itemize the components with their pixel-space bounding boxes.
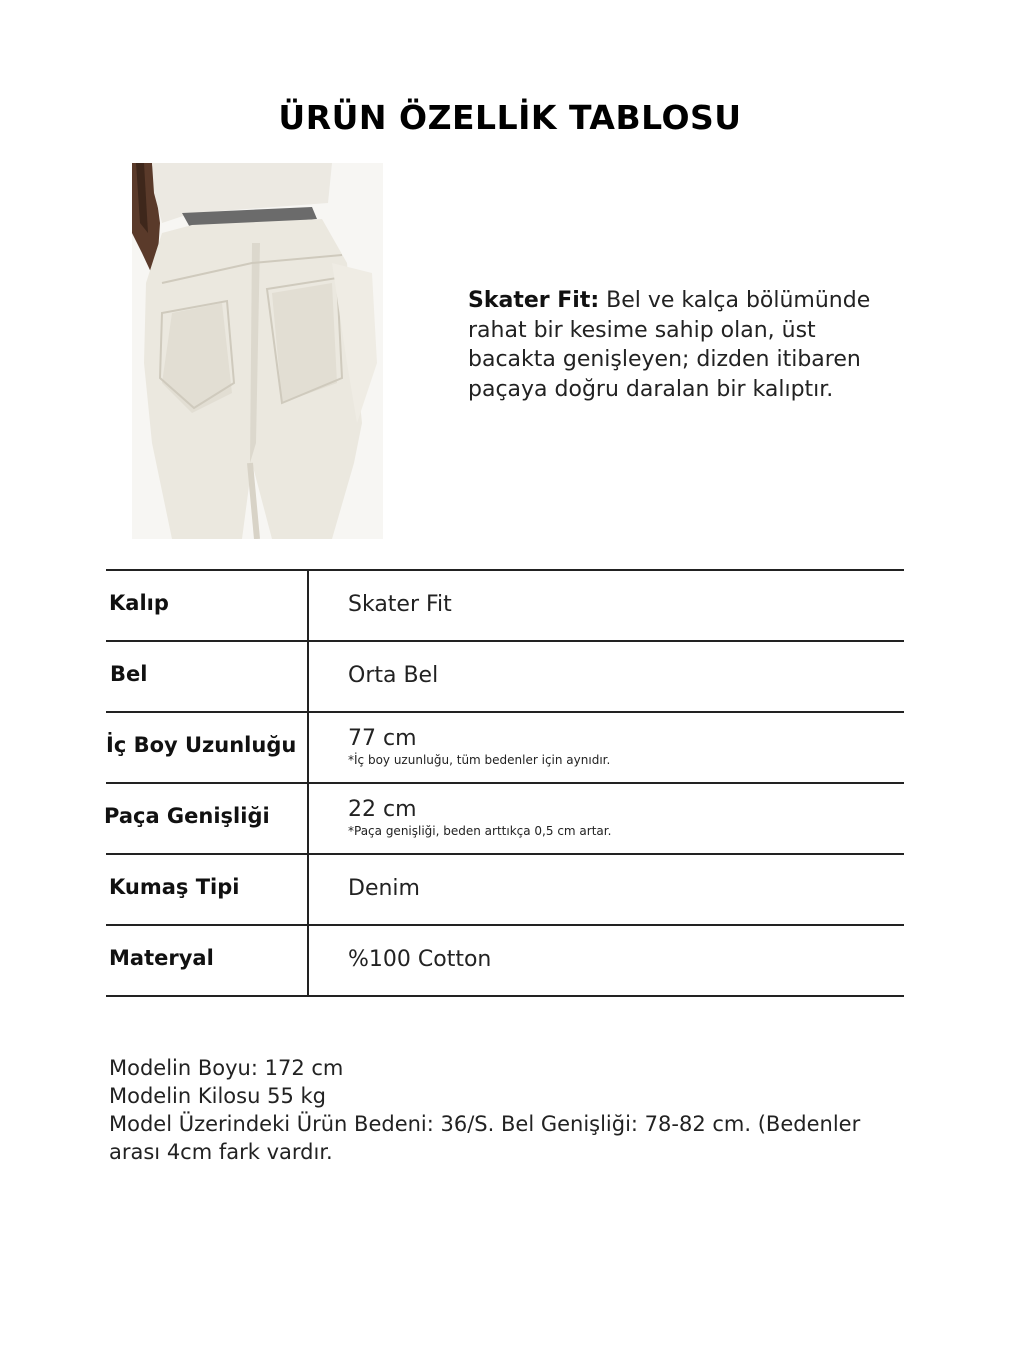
column-divider [307,855,309,924]
spec-label: Materyal [109,946,214,970]
spec-value-text: 22 cm [348,797,417,822]
fit-description [468,286,908,404]
product-photo-white-skater-jeans-icon [132,163,383,539]
spec-value-text: 77 cm [348,726,417,751]
model-info [109,1054,909,1166]
spec-value-note: *İç boy uzunluğu, tüm bedenler için aynıdır. [348,753,611,767]
model-height: Modelin Boyu: 172 cm [109,1056,344,1080]
column-divider [307,642,309,711]
page-title: ÜRÜN ÖZELLİK TABLOSU [278,98,742,137]
spec-value-text: %100 Cotton [348,947,492,972]
spec-row-bel [106,640,904,711]
model-weight: Modelin Kilosu 55 kg [109,1084,326,1108]
spec-value [348,663,438,688]
spec-label: İç Boy Uzunluğu [106,733,297,757]
spec-value [348,726,610,767]
column-divider [307,784,309,853]
spec-row-ic-boy [106,711,904,782]
spec-value-note: *Paça genişliği, beden arttıkça 0,5 cm artar. [348,824,612,838]
column-divider [307,571,309,640]
spec-label: Paça Genişliği [104,804,270,828]
spec-value-text: Orta Bel [348,663,439,688]
spec-label: Kumaş Tipi [109,875,240,899]
fit-description-text: Bel ve kalça bölümünde rahat bir kesime sahip olan, üst bacakta genişleyen; dizden itibaren paçaya doğru daralan bir kalıptır. [468,288,871,402]
fit-description-label: Skater Fit: [468,288,600,313]
model-size: Model Üzerindeki Ürün Bedeni: 36/S. Bel Genişliği: 78-82 cm. (Bedenler arası 4cm fark vardır. [109,1112,861,1164]
spec-value [348,947,491,972]
column-divider [307,713,309,782]
spec-row-materyal [106,924,904,997]
column-divider [307,926,309,995]
spec-value-text: Denim [348,876,420,901]
spec-label: Bel [110,662,148,686]
spec-value [348,592,452,617]
spec-value [348,876,420,901]
spec-row-paca [106,782,904,853]
spec-value [348,797,611,838]
product-photo [132,163,383,539]
spec-row-kalip [106,569,904,640]
spec-label: Kalıp [109,591,169,615]
spec-row-kumas [106,853,904,924]
spec-value-text: Skater Fit [348,592,452,617]
spec-table [106,569,904,997]
